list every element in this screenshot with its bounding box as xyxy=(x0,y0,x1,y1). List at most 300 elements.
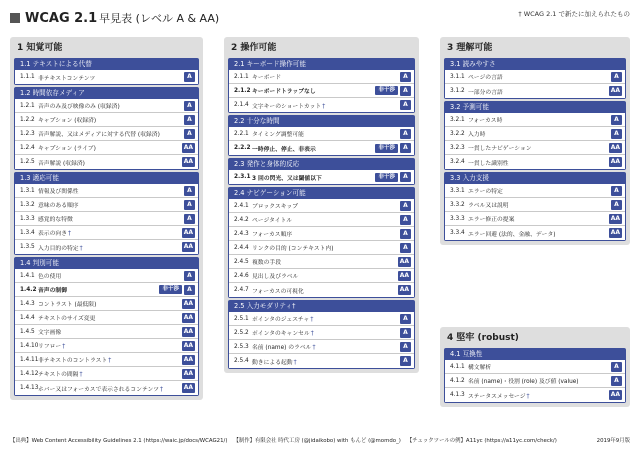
criterion-row[interactable] xyxy=(15,99,198,113)
criterion-name-text: エラー回避 (法的、金融、データ) xyxy=(468,231,556,238)
criterion-name-text: 非テキストのコントラスト xyxy=(38,358,108,364)
guideline-title xyxy=(445,101,625,113)
guideline-title-text: 2.2 十分な時間 xyxy=(234,117,280,125)
criterion-number: 3.3.1 xyxy=(450,187,465,194)
level-badge: A xyxy=(400,356,411,366)
criterion-name-text: ラベル又は説明 xyxy=(468,203,509,209)
level-badge: A xyxy=(184,271,195,281)
criterion-row[interactable] xyxy=(229,255,414,269)
criterion-name xyxy=(38,186,184,195)
new-mark: † xyxy=(62,343,66,350)
criterion-name xyxy=(252,357,400,366)
criterion-number: 1.3.3 xyxy=(20,215,35,222)
level-badge: AA xyxy=(183,299,193,307)
level-badge: AA xyxy=(183,228,193,236)
level-badge: A xyxy=(400,314,411,324)
principle-title: 4 堅牢 (robust) xyxy=(447,333,519,343)
criterion-name-text: 複数の手段 xyxy=(252,260,281,266)
new-mark: † xyxy=(322,102,326,110)
criterion-number: 1.2.1 xyxy=(20,102,35,109)
square-icon xyxy=(10,13,20,23)
criterion-row[interactable] xyxy=(15,269,198,283)
new-mark: † xyxy=(293,358,297,366)
guideline-title xyxy=(229,115,414,127)
criterion-row[interactable] xyxy=(15,226,198,240)
criterion-name xyxy=(468,143,609,152)
level-badge: A xyxy=(184,129,195,139)
level-badge: AA xyxy=(610,229,620,236)
footer xyxy=(10,436,630,444)
criterion-name-text: リフロー xyxy=(38,344,62,350)
level-badge: AA xyxy=(399,286,409,293)
criterion-name-text: エラー修正の提案 xyxy=(468,217,515,223)
footer-production: 【制作】有限会社 時代工房 (@jidaikobo) with もんど (@momdo_) xyxy=(233,438,401,444)
criterion-name xyxy=(38,384,182,393)
level-badge: A xyxy=(400,100,411,110)
level-badge: A xyxy=(611,72,622,82)
criterion-name xyxy=(468,214,609,223)
criterion-number: 1.4.2 xyxy=(20,286,37,293)
criterion-row[interactable] xyxy=(445,388,625,402)
criterion-name-text: 意味のある順序 xyxy=(38,203,79,209)
level-badge: A xyxy=(400,86,411,96)
guideline-block xyxy=(14,58,199,85)
criterion-name xyxy=(468,376,611,385)
principle-understandable xyxy=(440,37,630,245)
criterion-name xyxy=(38,129,184,138)
criterion-number: 4.1.1 xyxy=(450,363,465,370)
criterion-name xyxy=(252,342,400,351)
criterion-name-text: タイミング調整可能 xyxy=(252,132,304,138)
criterion-number: 4.1.2 xyxy=(450,377,465,384)
criterion-name xyxy=(38,214,184,223)
criterion-number: 3.1.2 xyxy=(450,88,465,94)
criterion-number: 3.2.3 xyxy=(450,144,465,151)
criterion-number: 1.4.10 xyxy=(20,342,39,349)
criterion-name xyxy=(468,72,611,81)
guideline-title-text: 1.4 判別可能 xyxy=(20,259,59,267)
criterion-name xyxy=(468,362,611,371)
criterion-name xyxy=(38,271,184,280)
guideline-block xyxy=(228,115,415,156)
new-mark: † xyxy=(160,385,164,393)
criterion-number: 2.4.5 xyxy=(234,258,249,265)
criterion-row[interactable] xyxy=(229,70,414,84)
criterion-row[interactable] xyxy=(229,326,414,340)
criterion-number: 1.4.4 xyxy=(20,314,35,321)
guideline-title-text: 2.1 キーボード操作可能 xyxy=(234,60,306,68)
criterion-name xyxy=(252,129,400,138)
level-badge: A xyxy=(611,376,622,386)
criterion-name xyxy=(468,229,609,238)
criterion-name-text: 一貫した識別性 xyxy=(468,160,509,167)
non-interference-tag: 非干渉 xyxy=(159,285,182,294)
criterion-name xyxy=(252,286,398,295)
criterion-row[interactable] xyxy=(445,70,625,84)
criterion-row[interactable] xyxy=(15,198,198,212)
level-badge: A xyxy=(400,342,411,352)
level-badge: A xyxy=(184,214,195,224)
criterion-name-text: フォーカス時 xyxy=(468,118,503,124)
criterion-name-text: 名前 (name)・役割 (role) 及び値 (value) xyxy=(468,379,579,385)
criterion-name xyxy=(252,201,400,210)
criterion-name-text: 音声解説 (収録済) xyxy=(38,160,85,167)
level-badge: A xyxy=(400,243,411,253)
criterion-row[interactable] xyxy=(445,141,625,155)
criterion-number: 2.4.7 xyxy=(234,287,249,293)
criterion-row[interactable] xyxy=(445,127,625,141)
criterion-row[interactable] xyxy=(15,240,198,254)
criterion-name-text: 音声の制御 xyxy=(38,288,67,294)
criterion-row[interactable] xyxy=(15,353,198,367)
criterion-number: 1.4.12 xyxy=(20,370,39,377)
new-mark: † xyxy=(310,316,314,323)
guideline-title-text: 3.2 予測可能 xyxy=(450,103,489,111)
criterion-name-text: ページタイトル xyxy=(252,218,293,224)
criterion-name xyxy=(252,215,400,224)
guideline-title-text: 2.3 発作と身体的反応 xyxy=(234,160,300,168)
page-subtitle: 早見表 (レベル A & AA) xyxy=(99,12,220,25)
criterion-name xyxy=(252,72,400,81)
criterion-row[interactable] xyxy=(229,98,414,112)
criterion-number: 2.5.4 xyxy=(234,358,249,364)
level-badge: A xyxy=(400,215,411,225)
criterion-name xyxy=(468,129,611,138)
criterion-number: 1.2.3 xyxy=(20,130,35,137)
level-badge: AA xyxy=(399,271,409,279)
criterion-name xyxy=(38,101,184,110)
criterion-number: 2.1.4 xyxy=(234,102,249,108)
level-badge: A xyxy=(400,72,411,82)
criterion-row[interactable] xyxy=(15,212,198,226)
criterion-name-text: ステータスメッセージ xyxy=(468,393,526,400)
criterion-row[interactable] xyxy=(229,213,414,227)
non-interference-tag: 非干渉 xyxy=(375,144,398,153)
criterion-name-text: 構文解析 xyxy=(468,365,492,371)
new-mark: † xyxy=(310,330,314,337)
level-badge: A xyxy=(184,72,195,82)
criterion-row[interactable] xyxy=(15,367,198,381)
criterion-row[interactable] xyxy=(445,226,625,240)
criterion-name xyxy=(38,200,184,209)
criterion-name-text: 動きによる起動 xyxy=(252,359,293,366)
criterion-row[interactable] xyxy=(445,198,625,212)
level-badge: A xyxy=(400,172,411,182)
guideline-block xyxy=(228,187,415,298)
criterion-name xyxy=(38,369,182,378)
level-badge: A xyxy=(400,129,411,139)
criterion-name xyxy=(468,115,611,124)
criterion-name-text: テキストのサイズ変更 xyxy=(38,316,96,322)
guideline-title xyxy=(445,58,625,70)
criterion-number: 1.4.3 xyxy=(20,300,35,307)
guideline-title xyxy=(15,172,198,184)
criterion-name xyxy=(38,313,182,322)
criterion-name-text: キーボードトラップなし xyxy=(252,89,316,95)
criterion-name xyxy=(252,101,400,110)
principle-robust xyxy=(440,327,630,407)
level-badge: AA xyxy=(399,257,409,265)
guideline-block xyxy=(444,58,626,99)
level-badge: A xyxy=(184,101,195,111)
level-badge: A xyxy=(611,115,622,125)
guideline-title xyxy=(445,348,625,360)
criterion-name xyxy=(252,243,400,252)
criterion-name xyxy=(38,73,184,82)
level-badge: A xyxy=(184,200,195,210)
criterion-name-text: 感覚的な特徴 xyxy=(38,217,73,223)
criterion-number: 2.5.1 xyxy=(234,315,249,322)
criterion-row[interactable] xyxy=(445,184,625,198)
criterion-name-text: 音声解説、又はメディアに対する代替 (収録済) xyxy=(38,132,160,138)
guideline-title-text: 3.1 読みやすさ xyxy=(450,60,496,68)
guideline-title xyxy=(229,187,414,199)
level-badge: AA xyxy=(610,158,620,165)
footer-date: 2019年9月版 xyxy=(596,438,630,444)
criterion-name-text: テキストの間隔 xyxy=(38,372,79,378)
criterion-number: 3.3.3 xyxy=(450,215,465,222)
criterion-number: 1.3.2 xyxy=(20,201,35,208)
page-header xyxy=(10,8,219,28)
criterion-row[interactable] xyxy=(229,269,414,283)
criterion-row[interactable] xyxy=(445,84,625,98)
level-badge: AA xyxy=(183,355,193,363)
criterion-number: 3.1.1 xyxy=(450,73,465,80)
guideline-title-text: 2.5 入力モダリティ xyxy=(234,302,293,310)
criterion-name xyxy=(38,299,182,308)
criterion-row[interactable] xyxy=(229,127,414,141)
criterion-name xyxy=(468,200,611,209)
criterion-name xyxy=(38,341,182,350)
criterion-row[interactable] xyxy=(15,339,198,353)
criterion-name xyxy=(38,243,182,252)
level-badge: A xyxy=(184,285,195,295)
criterion-name-text: 色の使用 xyxy=(38,274,62,280)
guideline-title xyxy=(445,172,625,184)
criterion-number: 2.2.2 xyxy=(234,145,251,151)
criterion-number: 1.2.4 xyxy=(20,144,35,151)
criterion-name xyxy=(38,158,182,167)
criterion-row[interactable] xyxy=(15,70,198,84)
criterion-row[interactable] xyxy=(445,155,625,169)
criterion-number: 1.4.5 xyxy=(20,328,35,335)
criterion-name xyxy=(38,143,182,152)
criterion-row[interactable] xyxy=(229,141,414,155)
criterion-name-text: 見出し及びラベル xyxy=(252,274,299,280)
criterion-name xyxy=(252,229,400,238)
criterion-name xyxy=(38,115,184,124)
criterion-name xyxy=(38,355,182,364)
criterion-number: 2.4.4 xyxy=(234,244,249,251)
criterion-number: 1.4.11 xyxy=(20,356,39,363)
criterion-name xyxy=(252,257,398,266)
criterion-row[interactable] xyxy=(229,84,414,98)
level-badge: A xyxy=(400,143,411,153)
level-badge: A xyxy=(400,328,411,338)
criterion-row[interactable] xyxy=(229,283,414,297)
criterion-row[interactable] xyxy=(445,212,625,226)
criterion-name xyxy=(252,173,375,182)
criterion-number: 2.4.2 xyxy=(234,216,249,223)
criterion-name-text: 非テキストコンテンツ xyxy=(38,75,96,82)
guideline-block xyxy=(444,101,626,170)
criterion-name-text: ポインタのキャンセル xyxy=(252,331,310,337)
criterion-row[interactable] xyxy=(15,113,198,127)
criterion-name-text: 表示の向き xyxy=(38,231,67,237)
guideline-block xyxy=(444,172,626,241)
criterion-number: 1.2.5 xyxy=(20,159,35,165)
criterion-name-text: 一部分の言語 xyxy=(468,89,503,96)
new-mark: † xyxy=(79,244,83,252)
criterion-name xyxy=(38,228,182,237)
criterion-number: 4.1.3 xyxy=(450,392,465,398)
criterion-row[interactable] xyxy=(15,184,198,198)
criterion-number: 2.4.6 xyxy=(234,272,249,279)
guideline-title xyxy=(229,58,414,70)
criterion-row[interactable] xyxy=(229,241,414,255)
criterion-number: 1.1.1 xyxy=(20,74,35,80)
criterion-row[interactable] xyxy=(15,381,198,395)
guideline-block xyxy=(228,58,415,113)
principle-operable xyxy=(224,37,419,373)
criterion-number: 2.5.3 xyxy=(234,343,249,350)
criterion-name xyxy=(468,87,609,96)
criterion-name-text: 文字画像 xyxy=(38,330,62,336)
criterion-number: 3.2.1 xyxy=(450,116,465,123)
level-badge: A xyxy=(611,362,622,372)
guideline-title xyxy=(15,58,198,70)
level-badge: A xyxy=(184,186,195,196)
criterion-number: 1.2.2 xyxy=(20,116,35,123)
criterion-name-text: ページの言語 xyxy=(468,75,503,81)
level-badge: AA xyxy=(183,313,193,321)
guideline-title xyxy=(15,87,198,99)
level-badge: A xyxy=(184,115,195,125)
criterion-name-text: 一時停止、停止、非表示 xyxy=(252,146,316,153)
criterion-name-text: フォーカスの可視化 xyxy=(252,288,304,295)
principle-title: 1 知覚可能 xyxy=(17,43,63,53)
non-interference-tag: 非干渉 xyxy=(375,86,398,95)
level-badge: AA xyxy=(183,143,193,151)
level-badge: AA xyxy=(610,143,620,151)
criterion-number: 1.3.5 xyxy=(20,244,35,250)
criterion-name xyxy=(38,327,182,336)
guideline-title-text: 1.3 適応可能 xyxy=(20,174,59,182)
level-badge: A xyxy=(400,229,411,239)
principle-perceivable xyxy=(10,37,203,400)
criterion-name-text: フォーカス順序 xyxy=(252,232,293,238)
criterion-row[interactable] xyxy=(229,199,414,213)
level-badge: A xyxy=(400,201,411,211)
criterion-number: 2.2.1 xyxy=(234,130,249,137)
guideline-title-text: 3.3 入力支援 xyxy=(450,174,489,182)
criterion-name-text: 情報及び関係性 xyxy=(38,189,79,195)
guideline-block xyxy=(444,348,626,403)
criterion-name xyxy=(468,158,609,167)
criterion-number: 2.3.1 xyxy=(234,174,251,180)
guideline-block xyxy=(228,158,415,185)
guideline-title xyxy=(229,158,414,170)
criterion-number: 2.1.2 xyxy=(234,87,251,94)
criterion-number: 2.5.2 xyxy=(234,329,249,336)
level-badge: AA xyxy=(183,327,193,335)
non-interference-tag: 非干渉 xyxy=(375,173,398,182)
criterion-name xyxy=(468,186,611,195)
page-title: WCAG 2.1 xyxy=(25,10,98,26)
level-badge: A xyxy=(611,200,622,210)
criterion-row[interactable] xyxy=(229,227,414,241)
new-mark: † xyxy=(292,302,296,310)
level-badge: AA xyxy=(183,158,193,165)
level-badge: A xyxy=(611,129,622,139)
criterion-name-text: キャプション (ライブ) xyxy=(38,146,96,152)
criterion-number: 3.2.4 xyxy=(450,159,465,165)
criterion-name xyxy=(252,86,375,95)
criterion-row[interactable] xyxy=(229,312,414,326)
new-mark: † xyxy=(312,344,316,351)
level-badge: AA xyxy=(183,384,193,391)
criterion-name-text: 音声のみ及び映像のみ (収録済) xyxy=(38,104,120,110)
criterion-number: 3.3.4 xyxy=(450,230,465,236)
criterion-name-text: 一貫したナビゲーション xyxy=(468,146,532,152)
criterion-row[interactable] xyxy=(15,155,198,169)
criterion-name-text: リンクの目的 (コンテキスト内) xyxy=(252,246,334,252)
criterion-number: 2.4.1 xyxy=(234,202,249,209)
guideline-block xyxy=(14,172,199,255)
criterion-name xyxy=(468,391,609,400)
criterion-row[interactable] xyxy=(15,283,198,297)
criterion-row[interactable] xyxy=(229,170,414,184)
new-mark: † xyxy=(68,230,71,237)
criterion-row[interactable] xyxy=(229,340,414,354)
criterion-row[interactable] xyxy=(15,297,198,311)
criterion-number: 2.4.3 xyxy=(234,230,249,237)
criterion-row[interactable] xyxy=(15,127,198,141)
criterion-number: 1.3.4 xyxy=(20,229,35,236)
criterion-name-text: ブロックスキップ xyxy=(252,204,299,210)
criterion-row[interactable] xyxy=(15,325,198,339)
level-badge: AA xyxy=(183,341,193,349)
criterion-row[interactable] xyxy=(15,141,198,155)
criterion-row[interactable] xyxy=(229,354,414,368)
new-mark: † xyxy=(526,392,530,400)
criterion-row[interactable] xyxy=(15,311,198,325)
criterion-name xyxy=(252,144,375,153)
guideline-title-text: 4.1 互換性 xyxy=(450,350,483,358)
criterion-name xyxy=(38,285,159,294)
new-mark: † xyxy=(108,357,112,364)
criterion-name-text: 名前 (name) のラベル xyxy=(252,345,312,351)
guideline-block xyxy=(228,300,415,369)
criterion-number: 1.3.1 xyxy=(20,187,35,194)
criterion-row[interactable] xyxy=(445,360,625,374)
criterion-name-text: エラーの特定 xyxy=(468,189,503,195)
criterion-name-text: 入力目的の特定 xyxy=(38,245,79,252)
criterion-name-text: キャプション (収録済) xyxy=(38,118,97,124)
criterion-name-text: 入力時 xyxy=(468,132,486,138)
footer-checker: 【チェックツールの例】A11yc (https://a11yc.com/check/) xyxy=(406,438,557,444)
criterion-row[interactable] xyxy=(445,374,625,388)
criterion-name-text: 文字キーのショートカット xyxy=(252,103,322,110)
footer-source: 【出典】Web Content Accessibility Guidelines 2.1 (https://waic.jp/docs/WCAG21/) xyxy=(10,438,228,444)
criterion-name xyxy=(252,271,398,280)
criterion-row[interactable] xyxy=(445,113,625,127)
criterion-number: 1.4.13 xyxy=(20,385,39,391)
guideline-title xyxy=(15,257,198,269)
guideline-title xyxy=(229,300,414,312)
level-badge: AA xyxy=(610,391,620,398)
criterion-name-text: ホバー又はフォーカスで表示されるコンテンツ xyxy=(38,386,160,393)
